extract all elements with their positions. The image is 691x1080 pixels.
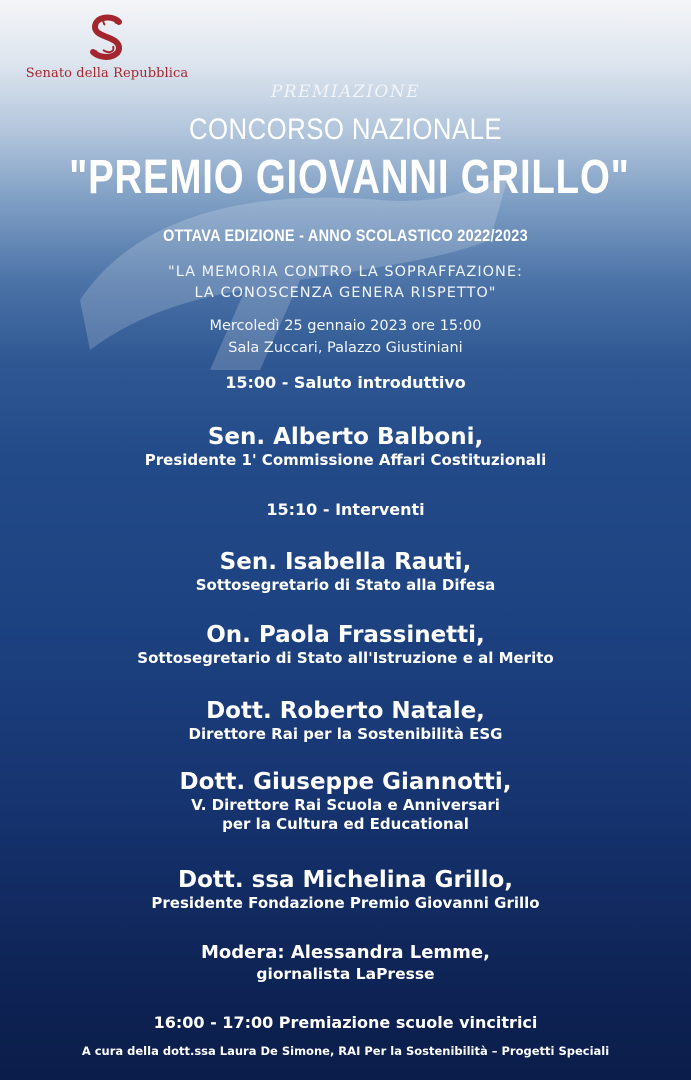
speaker-name: Dott. Roberto Natale, bbox=[206, 698, 485, 724]
motto-block bbox=[0, 262, 691, 304]
speaker-role-line-1: V. Direttore Rai Scuola e Anniversari bbox=[191, 796, 500, 814]
edition-line: OTTAVA EDIZIONE - ANNO SCOLASTICO 2022/2023 bbox=[163, 226, 528, 245]
senate-logo bbox=[22, 12, 192, 81]
event-date: Mercoledì 25 gennaio 2023 ore 15:00 bbox=[209, 318, 482, 334]
speaker-3 bbox=[0, 621, 691, 668]
speaker-role-line-2: per la Cultura ed Educational bbox=[222, 815, 469, 833]
moderator-role: giornalista LaPresse bbox=[256, 965, 435, 983]
speaker-role: Direttore Rai per la Sostenibilità ESG bbox=[188, 725, 503, 743]
speaker-4 bbox=[0, 697, 691, 744]
page-title: "PREMIO GIOVANNI GRILLO" bbox=[69, 151, 630, 204]
speaker-6 bbox=[0, 866, 691, 913]
event-venue: Sala Zuccari, Palazzo Giustiniani bbox=[228, 340, 463, 356]
moderator-name: Modera: Alessandra Lemme, bbox=[201, 942, 490, 963]
speaker-role: Sottosegretario di Stato alla Difesa bbox=[195, 576, 496, 594]
speaker-1 bbox=[0, 423, 691, 470]
speaker-name: Dott. Giuseppe Giannotti, bbox=[179, 769, 512, 795]
credit-line: A cura della dott.ssa Laura De Simone, RAI Per la Sostenibilità – Progetti Speciali bbox=[81, 1044, 610, 1058]
speaker-name: Dott. ssa Michelina Grillo, bbox=[178, 867, 513, 893]
motto-line-1: "LA MEMORIA CONTRO LA SOPRAFFAZIONE: bbox=[168, 264, 523, 280]
event-when bbox=[0, 315, 691, 359]
speaker-5 bbox=[0, 768, 691, 834]
award-time: 16:00 - 17:00 Premiazione scuole vincitrici bbox=[153, 1013, 538, 1032]
senate-s-emblem-icon bbox=[81, 12, 133, 64]
speaker-name: Sen. Alberto Balboni, bbox=[207, 424, 484, 450]
moderator bbox=[0, 941, 691, 985]
senate-logo-text: Senato della Repubblica bbox=[25, 66, 189, 81]
premiazione-label: PREMIAZIONE bbox=[270, 82, 421, 102]
speaker-role: Presidente 1' Commissione Affari Costituzionali bbox=[144, 451, 547, 469]
speaker-2 bbox=[0, 548, 691, 595]
speaker-name: Sen. Isabella Rauti, bbox=[219, 549, 472, 575]
motto-line-2: LA CONOSCENZA GENERA RISPETTO" bbox=[194, 285, 497, 301]
speaker-name: On. Paola Frassinetti, bbox=[206, 622, 485, 648]
contest-subtitle: CONCORSO NAZIONALE bbox=[188, 113, 503, 146]
speaker-role: Presidente Fondazione Premio Giovanni Grillo bbox=[151, 894, 540, 912]
speaker-role: Sottosegretario di Stato all'Istruzione e al Merito bbox=[137, 649, 554, 667]
intro-time: 15:00 - Saluto introduttivo bbox=[225, 373, 466, 392]
interventi-time: 15:10 - Interventi bbox=[266, 500, 425, 519]
